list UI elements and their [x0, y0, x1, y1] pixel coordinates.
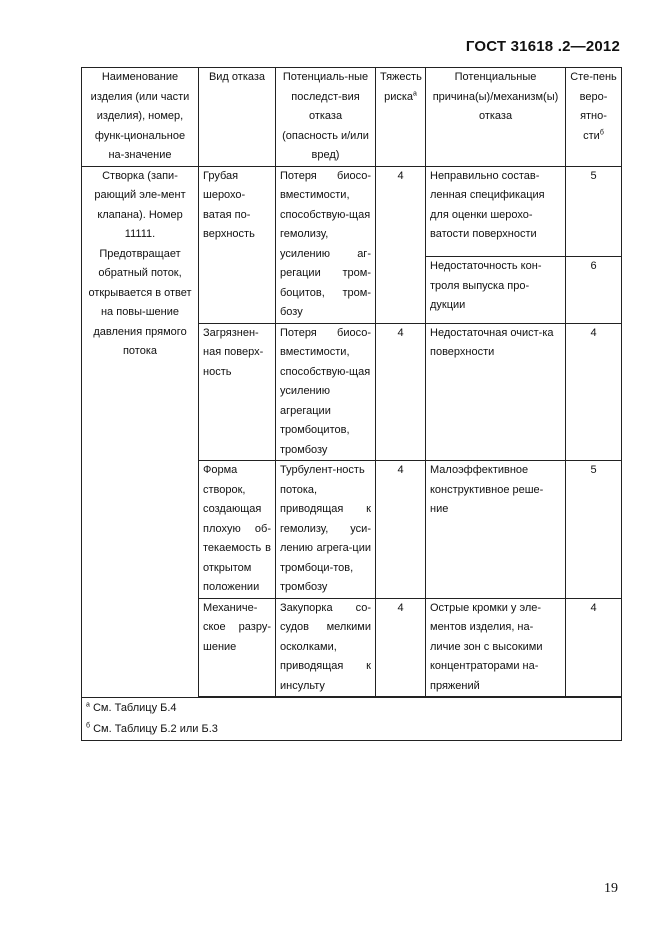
severity-cell: 4 — [376, 461, 426, 599]
severity-cell: 4 — [376, 166, 426, 323]
table-row — [82, 166, 622, 257]
probability-cell: 6 — [566, 257, 622, 323]
cause-cell: Недостаточная очист-ка поверхности — [426, 323, 566, 461]
probability-cell: 5 — [566, 166, 622, 257]
column-header-item: Наименование изделия (или части изделия), номер, функ-циональное на-значение — [82, 68, 199, 167]
column-header-causes: Потенциальные причина(ы)/механизм(ы) отказа — [426, 68, 566, 167]
cause-cell: Острые кромки у эле-ментов изделия, на-личие зон с высокими концентраторами на-пряжений — [426, 598, 566, 697]
failure-mode-cell: Форма створок, создающая плохую об-текаемость в открытом положении — [199, 461, 276, 599]
cause-cell: Недостаточность кон-троля выпуска про-дукции — [426, 257, 566, 323]
cause-cell: Неправильно состав-ленная спецификация для оценки шерохо-ватости поверхности — [426, 166, 566, 257]
footnotes-cell — [82, 698, 622, 741]
cause-cell: Малоэффективное конструктивное реше-ние — [426, 461, 566, 599]
effect-cell: Закупорка со-судов мелкими осколками, приводящая к инсульту — [276, 598, 376, 697]
probability-cell: 4 — [566, 598, 622, 697]
failure-mode-cell: Механиче-ское разру-шение — [199, 598, 276, 697]
effect-cell: Потеря биосо-вместимости, способствую-щая усилению агрегации тромбоцитов, тромбозу — [276, 323, 376, 461]
severity-cell: 4 — [376, 598, 426, 697]
item-description-cell: Створка (запи-рающий эле-мент клапана). Номер 11111. Предотвращает обратный поток, открывается в ответ на повы-шение давления прямого потока — [82, 166, 199, 698]
column-header-effects: Потенциаль-ные последст-вия отказа (опасность и/или вред) — [276, 68, 376, 167]
failure-mode-cell: Грубая шерохо-ватая по-верхность — [199, 166, 276, 323]
footnote-b: $^б$ См. Таблицу Б.2 или Б.3 — [86, 722, 218, 735]
column-header-probability: Сте-пень веро-ятно-сти$^б$ — [566, 68, 622, 167]
effect-cell: Потеря биосо-вместимости, способствую-щая гемолизу, усилению аг-регации тром-боцитов, тром-бозу — [276, 166, 376, 323]
footnote-mark-b: б — [599, 128, 604, 136]
failure-mode-cell: Загрязнен-ная поверх-ность — [199, 323, 276, 461]
table-header-row — [82, 68, 622, 167]
column-header-severity: Тяжесть риска$^a$ — [376, 68, 426, 167]
footnotes-row — [82, 698, 622, 741]
probability-cell: 5 — [566, 461, 622, 599]
probability-cell: 4 — [566, 323, 622, 461]
fmea-table — [81, 67, 622, 741]
severity-cell: 4 — [376, 323, 426, 461]
document-code: ГОСТ 31618 .2—2012 — [465, 38, 620, 55]
page-number: 19 — [604, 881, 618, 896]
footnote-mark-a: a — [413, 89, 417, 97]
footnote-a: $^а$ См. Таблицу Б.4 — [86, 701, 177, 714]
effect-cell: Турбулент-ность потока, приводящая к гемолизу, уси-лению агрега-ции тромбоци-тов, тромбозу — [276, 461, 376, 599]
column-header-failure-mode: Вид отказа — [199, 68, 276, 167]
